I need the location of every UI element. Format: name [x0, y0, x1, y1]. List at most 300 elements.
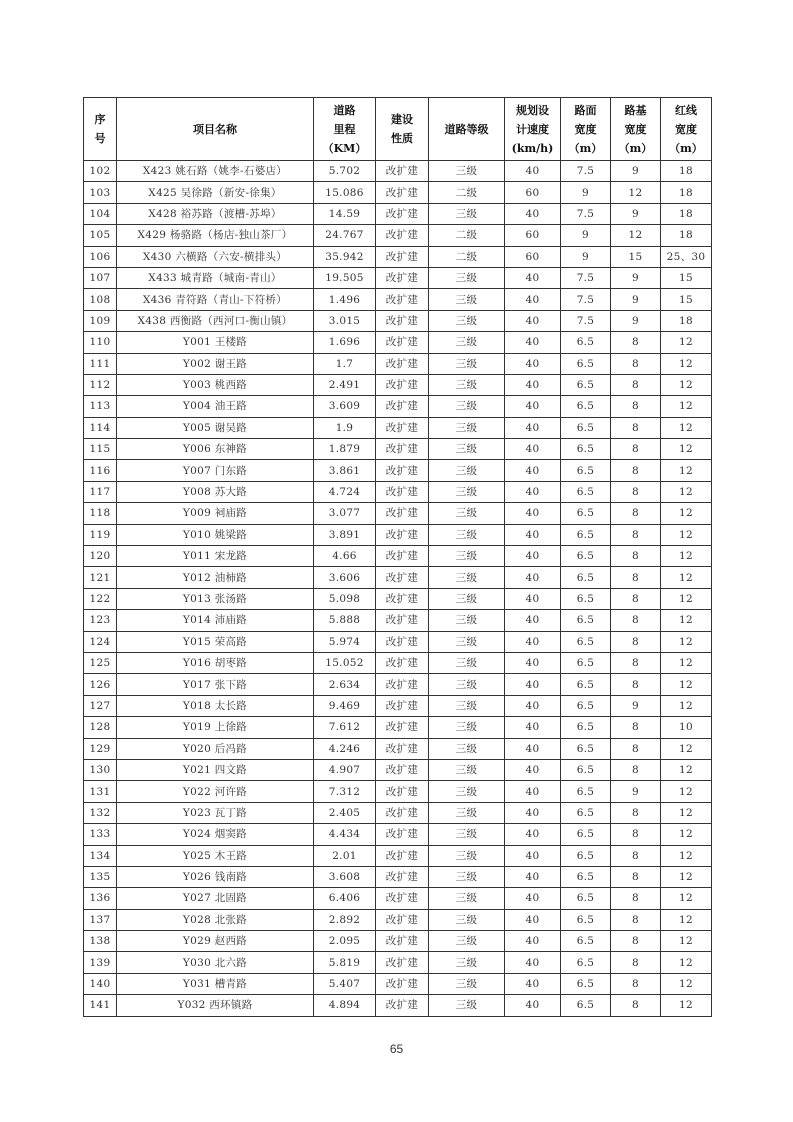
subgrade-width-cell: 8: [611, 759, 661, 780]
subgrade-width-cell: 8: [611, 652, 661, 673]
redline-width-cell: 12: [661, 460, 712, 481]
table-row: [84, 888, 712, 909]
subgrade-width-cell: 9: [611, 289, 661, 310]
seq-cell: 140: [84, 973, 117, 994]
seq-cell: 131: [84, 781, 117, 802]
table-row: [84, 759, 712, 780]
length-cell: 2.095: [314, 931, 376, 952]
name-cell: Y003 桃西路: [117, 374, 314, 395]
seq-cell: 105: [84, 225, 117, 246]
table-row: [84, 866, 712, 887]
speed-cell: 40: [505, 588, 561, 609]
speed-cell: 40: [505, 674, 561, 695]
name-cell: Y010 姚梁路: [117, 524, 314, 545]
grade-cell: 三级: [429, 567, 505, 588]
nature-cell: 改扩建: [376, 503, 429, 524]
length-cell: 4.434: [314, 824, 376, 845]
nature-cell: 改扩建: [376, 759, 429, 780]
redline-width-cell: 12: [661, 396, 712, 417]
subgrade-width-cell: 9: [611, 781, 661, 802]
speed-cell: 40: [505, 973, 561, 994]
column-header-line: 建设: [391, 113, 413, 126]
column-header-line: （KM）: [322, 141, 367, 155]
pavement-width-cell: 6.5: [561, 824, 611, 845]
redline-width-cell: 18: [661, 203, 712, 224]
pavement-width-cell: 6.5: [561, 332, 611, 353]
pavement-width-cell: 9: [561, 182, 611, 203]
grade-cell: 三级: [429, 717, 505, 738]
seq-cell: 135: [84, 866, 117, 887]
speed-cell: 40: [505, 567, 561, 588]
name-cell: Y024 烟窦路: [117, 824, 314, 845]
redline-width-cell: 12: [661, 759, 712, 780]
pavement-width-cell: 6.5: [561, 396, 611, 417]
length-cell: 5.702: [314, 161, 376, 182]
seq-cell: 103: [84, 182, 117, 203]
nature-cell: 改扩建: [376, 374, 429, 395]
nature-cell: 改扩建: [376, 695, 429, 716]
seq-cell: 139: [84, 952, 117, 973]
grade-cell: 三级: [429, 738, 505, 759]
column-header-line: 路基: [624, 103, 647, 117]
nature-cell: 改扩建: [376, 802, 429, 823]
length-cell: 3.077: [314, 503, 376, 524]
pavement-width-cell: 6.5: [561, 417, 611, 438]
seq-cell: 121: [84, 567, 117, 588]
column-header-seq: [84, 98, 117, 161]
pavement-width-cell: 7.5: [561, 289, 611, 310]
redline-width-cell: 18: [661, 310, 712, 331]
speed-cell: 40: [505, 952, 561, 973]
length-cell: 4.907: [314, 759, 376, 780]
grade-cell: 三级: [429, 931, 505, 952]
length-cell: 3.015: [314, 310, 376, 331]
grade-cell: 三级: [429, 995, 505, 1016]
table-row: [84, 182, 712, 203]
length-cell: 35.942: [314, 246, 376, 267]
name-cell: Y017 张下路: [117, 674, 314, 695]
name-cell: Y002 谢王路: [117, 353, 314, 374]
name-cell: Y014 沛庙路: [117, 610, 314, 631]
seq-cell: 130: [84, 759, 117, 780]
table-row: [84, 332, 712, 353]
name-cell: Y012 油柿路: [117, 567, 314, 588]
length-cell: 1.7: [314, 353, 376, 374]
redline-width-cell: 12: [661, 524, 712, 545]
seq-cell: 137: [84, 909, 117, 930]
nature-cell: 改扩建: [376, 952, 429, 973]
subgrade-width-cell: 8: [611, 503, 661, 524]
seq-cell: 110: [84, 332, 117, 353]
speed-cell: 60: [505, 246, 561, 267]
grade-cell: 三级: [429, 267, 505, 288]
column-header-pavement-width: [561, 98, 611, 161]
seq-cell: 136: [84, 888, 117, 909]
nature-cell: 改扩建: [376, 203, 429, 224]
speed-cell: 40: [505, 460, 561, 481]
pavement-width-cell: 6.5: [561, 717, 611, 738]
redline-width-cell: 12: [661, 439, 712, 460]
pavement-width-cell: 6.5: [561, 546, 611, 567]
grade-cell: 二级: [429, 225, 505, 246]
nature-cell: 改扩建: [376, 460, 429, 481]
pavement-width-cell: 7.5: [561, 267, 611, 288]
pavement-width-cell: 6.5: [561, 973, 611, 994]
table-row: [84, 674, 712, 695]
subgrade-width-cell: 8: [611, 888, 661, 909]
subgrade-width-cell: 8: [611, 610, 661, 631]
column-header-line: 宽度: [675, 122, 697, 136]
column-header-subgrade-width: [611, 98, 661, 161]
speed-cell: 40: [505, 439, 561, 460]
redline-width-cell: 12: [661, 781, 712, 802]
redline-width-cell: 12: [661, 481, 712, 502]
grade-cell: 三级: [429, 417, 505, 438]
redline-width-cell: 12: [661, 931, 712, 952]
redline-width-cell: 15: [661, 289, 712, 310]
seq-cell: 109: [84, 310, 117, 331]
name-cell: Y006 东神路: [117, 439, 314, 460]
pavement-width-cell: 6.5: [561, 909, 611, 930]
name-cell: Y008 苏大路: [117, 481, 314, 502]
redline-width-cell: 15: [661, 267, 712, 288]
subgrade-width-cell: 8: [611, 588, 661, 609]
grade-cell: 三级: [429, 781, 505, 802]
length-cell: 1.9: [314, 417, 376, 438]
seq-cell: 107: [84, 267, 117, 288]
pavement-width-cell: 6.5: [561, 460, 611, 481]
table-row: [84, 310, 712, 331]
redline-width-cell: 18: [661, 182, 712, 203]
length-cell: 2.01: [314, 845, 376, 866]
grade-cell: 三级: [429, 610, 505, 631]
name-cell: Y011 宋龙路: [117, 546, 314, 567]
table-row: [84, 417, 712, 438]
table-row: [84, 460, 712, 481]
table-row: [84, 717, 712, 738]
table-row: [84, 246, 712, 267]
grade-cell: 三级: [429, 546, 505, 567]
pavement-width-cell: 6.5: [561, 845, 611, 866]
speed-cell: 40: [505, 610, 561, 631]
pavement-width-cell: 6.5: [561, 610, 611, 631]
nature-cell: 改扩建: [376, 674, 429, 695]
nature-cell: 改扩建: [376, 567, 429, 588]
speed-cell: 40: [505, 909, 561, 930]
column-header-line: 宽度: [624, 122, 647, 136]
length-cell: 4.66: [314, 546, 376, 567]
pavement-width-cell: 6.5: [561, 931, 611, 952]
seq-cell: 104: [84, 203, 117, 224]
seq-cell: 118: [84, 503, 117, 524]
redline-width-cell: 12: [661, 888, 712, 909]
table-row: [84, 781, 712, 802]
nature-cell: 改扩建: [376, 332, 429, 353]
column-header-grade: [429, 98, 505, 161]
nature-cell: 改扩建: [376, 931, 429, 952]
subgrade-width-cell: 9: [611, 267, 661, 288]
table-row: [84, 631, 712, 652]
redline-width-cell: 12: [661, 610, 712, 631]
nature-cell: 改扩建: [376, 546, 429, 567]
subgrade-width-cell: 8: [611, 866, 661, 887]
road-project-table: [83, 97, 712, 1017]
table-row: [84, 695, 712, 716]
name-cell: Y030 北六路: [117, 952, 314, 973]
table-row: [84, 524, 712, 545]
column-header-redline-width: [661, 98, 712, 161]
subgrade-width-cell: 12: [611, 225, 661, 246]
nature-cell: 改扩建: [376, 738, 429, 759]
column-header-line: 里程: [333, 122, 356, 136]
name-cell: Y019 上徐路: [117, 717, 314, 738]
table-row: [84, 546, 712, 567]
seq-cell: 111: [84, 353, 117, 374]
grade-cell: 三级: [429, 802, 505, 823]
grade-cell: 三级: [429, 674, 505, 695]
name-cell: Y029 赵西路: [117, 931, 314, 952]
grade-cell: 三级: [429, 845, 505, 866]
name-cell: Y009 祠庙路: [117, 503, 314, 524]
name-cell: X423 姚石路（姚李-石婆店）: [117, 161, 314, 182]
name-cell: X430 六横路（六安-横排头）: [117, 246, 314, 267]
subgrade-width-cell: 8: [611, 353, 661, 374]
column-header-line: 路面: [574, 103, 597, 117]
pavement-width-cell: 9: [561, 246, 611, 267]
length-cell: 3.606: [314, 567, 376, 588]
table-row: [84, 567, 712, 588]
name-cell: Y027 北固路: [117, 888, 314, 909]
nature-cell: 改扩建: [376, 481, 429, 502]
table-row: [84, 267, 712, 288]
column-header-line: 道路等级: [444, 122, 489, 136]
seq-cell: 120: [84, 546, 117, 567]
redline-width-cell: 12: [661, 695, 712, 716]
length-cell: 15.052: [314, 652, 376, 673]
speed-cell: 40: [505, 374, 561, 395]
nature-cell: 改扩建: [376, 631, 429, 652]
subgrade-width-cell: 8: [611, 909, 661, 930]
name-cell: Y028 北张路: [117, 909, 314, 930]
grade-cell: 三级: [429, 503, 505, 524]
pavement-width-cell: 7.5: [561, 203, 611, 224]
table-row: [84, 439, 712, 460]
seq-cell: 112: [84, 374, 117, 395]
table-body: [84, 161, 712, 1017]
pavement-width-cell: 6.5: [561, 738, 611, 759]
speed-cell: 40: [505, 417, 561, 438]
name-cell: Y025 木王路: [117, 845, 314, 866]
table-row: [84, 952, 712, 973]
grade-cell: 三级: [429, 353, 505, 374]
redline-width-cell: 12: [661, 546, 712, 567]
grade-cell: 三级: [429, 824, 505, 845]
length-cell: 3.609: [314, 396, 376, 417]
grade-cell: 三级: [429, 952, 505, 973]
grade-cell: 二级: [429, 246, 505, 267]
speed-cell: 40: [505, 481, 561, 502]
name-cell: X433 城青路（城南-青山）: [117, 267, 314, 288]
pavement-width-cell: 6.5: [561, 631, 611, 652]
nature-cell: 改扩建: [376, 588, 429, 609]
name-cell: X425 吴徐路（新安-徐集）: [117, 182, 314, 203]
pavement-width-cell: 6.5: [561, 503, 611, 524]
name-cell: Y026 钱南路: [117, 866, 314, 887]
table-row: [84, 610, 712, 631]
length-cell: 2.634: [314, 674, 376, 695]
seq-cell: 124: [84, 631, 117, 652]
table-row: [84, 652, 712, 673]
subgrade-width-cell: 8: [611, 374, 661, 395]
seq-cell: 127: [84, 695, 117, 716]
pavement-width-cell: 6.5: [561, 353, 611, 374]
name-cell: Y007 门东路: [117, 460, 314, 481]
column-header-speed: [505, 98, 561, 161]
redline-width-cell: 18: [661, 225, 712, 246]
speed-cell: 60: [505, 225, 561, 246]
seq-cell: 119: [84, 524, 117, 545]
table-row: [84, 203, 712, 224]
pavement-width-cell: 6.5: [561, 481, 611, 502]
grade-cell: 三级: [429, 374, 505, 395]
table-row: [84, 824, 712, 845]
column-header-line: 道路: [333, 103, 356, 117]
subgrade-width-cell: 9: [611, 310, 661, 331]
name-cell: X436 青符路（青山-下符桥）: [117, 289, 314, 310]
speed-cell: 40: [505, 802, 561, 823]
seq-cell: 126: [84, 674, 117, 695]
grade-cell: 三级: [429, 161, 505, 182]
speed-cell: 40: [505, 652, 561, 673]
name-cell: Y015 荣高路: [117, 631, 314, 652]
redline-width-cell: 18: [661, 161, 712, 182]
speed-cell: 40: [505, 781, 561, 802]
column-header-line: 宽度: [574, 122, 597, 136]
name-cell: Y021 四文路: [117, 759, 314, 780]
grade-cell: 三级: [429, 481, 505, 502]
speed-cell: 40: [505, 289, 561, 310]
subgrade-width-cell: 8: [611, 396, 661, 417]
pavement-width-cell: 6.5: [561, 695, 611, 716]
column-header-line: （m）: [618, 141, 653, 155]
seq-cell: 108: [84, 289, 117, 310]
redline-width-cell: 12: [661, 503, 712, 524]
column-header-line: 项目名称: [193, 122, 237, 136]
column-header-line: (km/h): [511, 141, 554, 155]
seq-cell: 141: [84, 995, 117, 1016]
speed-cell: 40: [505, 631, 561, 652]
table-row: [84, 845, 712, 866]
pavement-width-cell: 9: [561, 225, 611, 246]
redline-width-cell: 12: [661, 588, 712, 609]
name-cell: Y001 王楼路: [117, 332, 314, 353]
nature-cell: 改扩建: [376, 353, 429, 374]
redline-width-cell: 12: [661, 866, 712, 887]
subgrade-width-cell: 8: [611, 417, 661, 438]
table-row: [84, 374, 712, 395]
length-cell: 1.879: [314, 439, 376, 460]
speed-cell: 40: [505, 738, 561, 759]
length-cell: 19.505: [314, 267, 376, 288]
table-row: [84, 588, 712, 609]
speed-cell: 60: [505, 182, 561, 203]
length-cell: 3.891: [314, 524, 376, 545]
subgrade-width-cell: 8: [611, 524, 661, 545]
nature-cell: 改扩建: [376, 888, 429, 909]
length-cell: 2.491: [314, 374, 376, 395]
column-header-line: 性质: [391, 132, 413, 145]
table-row: [84, 161, 712, 182]
column-header-line: 计速度: [516, 122, 549, 136]
speed-cell: 40: [505, 824, 561, 845]
subgrade-width-cell: 8: [611, 332, 661, 353]
table-row: [84, 802, 712, 823]
nature-cell: 改扩建: [376, 909, 429, 930]
nature-cell: 改扩建: [376, 610, 429, 631]
seq-cell: 114: [84, 417, 117, 438]
grade-cell: 三级: [429, 759, 505, 780]
redline-width-cell: 12: [661, 631, 712, 652]
column-header-length: [314, 98, 376, 161]
subgrade-width-cell: 8: [611, 973, 661, 994]
name-cell: X428 裕苏路（渡槽-苏埠）: [117, 203, 314, 224]
name-cell: Y020 后冯路: [117, 738, 314, 759]
pavement-width-cell: 7.5: [561, 161, 611, 182]
grade-cell: 三级: [429, 460, 505, 481]
redline-width-cell: 12: [661, 845, 712, 866]
length-cell: 1.696: [314, 332, 376, 353]
subgrade-width-cell: 8: [611, 717, 661, 738]
seq-cell: 125: [84, 652, 117, 673]
redline-width-cell: 12: [661, 417, 712, 438]
seq-cell: 138: [84, 931, 117, 952]
speed-cell: 40: [505, 995, 561, 1016]
subgrade-width-cell: 8: [611, 952, 661, 973]
subgrade-width-cell: 8: [611, 674, 661, 695]
grade-cell: 三级: [429, 588, 505, 609]
column-header-nature: [376, 98, 429, 161]
subgrade-width-cell: 8: [611, 802, 661, 823]
length-cell: 7.312: [314, 781, 376, 802]
page-number: 65: [389, 1042, 404, 1056]
speed-cell: 40: [505, 332, 561, 353]
pavement-width-cell: 6.5: [561, 759, 611, 780]
length-cell: 5.407: [314, 973, 376, 994]
seq-cell: 106: [84, 246, 117, 267]
length-cell: 15.086: [314, 182, 376, 203]
grade-cell: 三级: [429, 396, 505, 417]
grade-cell: 三级: [429, 909, 505, 930]
table-header-row: [84, 98, 712, 161]
grade-cell: 三级: [429, 289, 505, 310]
seq-cell: 115: [84, 439, 117, 460]
seq-cell: 113: [84, 396, 117, 417]
seq-cell: 132: [84, 802, 117, 823]
grade-cell: 三级: [429, 439, 505, 460]
name-cell: Y004 油王路: [117, 396, 314, 417]
table-row: [84, 995, 712, 1016]
seq-cell: 117: [84, 481, 117, 502]
length-cell: 5.819: [314, 952, 376, 973]
speed-cell: 40: [505, 759, 561, 780]
subgrade-width-cell: 15: [611, 246, 661, 267]
grade-cell: 三级: [429, 332, 505, 353]
redline-width-cell: 12: [661, 674, 712, 695]
length-cell: 4.246: [314, 738, 376, 759]
subgrade-width-cell: 8: [611, 567, 661, 588]
table-row: [84, 973, 712, 994]
pavement-width-cell: 6.5: [561, 374, 611, 395]
